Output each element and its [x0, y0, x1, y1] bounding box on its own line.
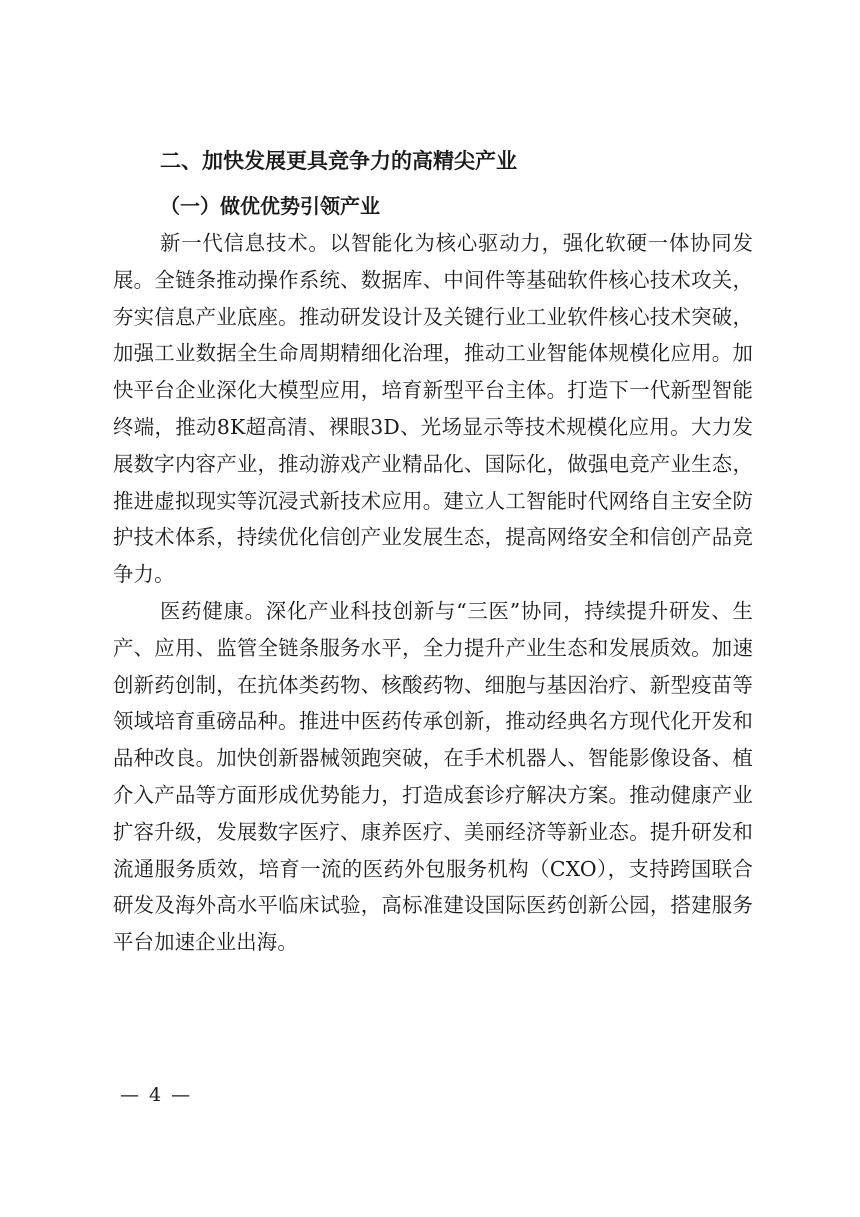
paragraph-medicine: 医药健康。深化产业科技创新与“三医”协同，持续提升研发、生产、应用、监管全链条服务水平，全力提升产业生态和发展质效。加速创新药创制，在抗体类药物、核酸药物、细胞与基因治疗、新型疫苗等领域培育重磅品种。推进中医药传承创新，推动经典名方现代化开发和品种改良。加快创新器械领跑突破，在手术机器人、智能影像设备、植介入产品等方面形成优势能力，打造成套诊疗解决方案。推动健康产业扩容升级，发展数字医疗、康养医疗、美丽经济等新业态。提升研发和流通服务质效，培育一流的医药外包服务机构（CXO），支持跨国联合研发及海外高水平临床试验，高标准建设国际医药创新公园，搭建服务平台加速企业出海。	[113, 598, 753, 955]
subsection-heading: （一）做优优势引领产业	[160, 194, 380, 218]
body-text	[113, 225, 753, 961]
section-heading: 二、加快发展更具竞争力的高精尖产业	[160, 149, 517, 173]
page-number: — 4 —	[120, 1084, 193, 1106]
paragraph-it: 新一代信息技术。以智能化为核心驱动力，强化软硬一体协同发展。全链条推动操作系统、数据库、中间件等基础软件核心技术攻关，夯实信息产业底座。推动研发设计及关键行业工业软件核心技术突破，加强工业数据全生命周期精细化治理，推动工业智能体规模化应用。加快平台企业深化大模型应用，培育新型平台主体。打造下一代新型智能终端，推动8K超高清、裸眼3D、光场显示等技术规模化应用。大力发展数字内容产业，推动游戏产业精品化、国际化，做强电竞产业生态，推进虚拟现实等沉浸式新技术应用。建立人工智能时代网络自主安全防护技术体系，持续优化信创产业发展生态，提高网络安全和信创产品竞争力。	[113, 231, 753, 587]
